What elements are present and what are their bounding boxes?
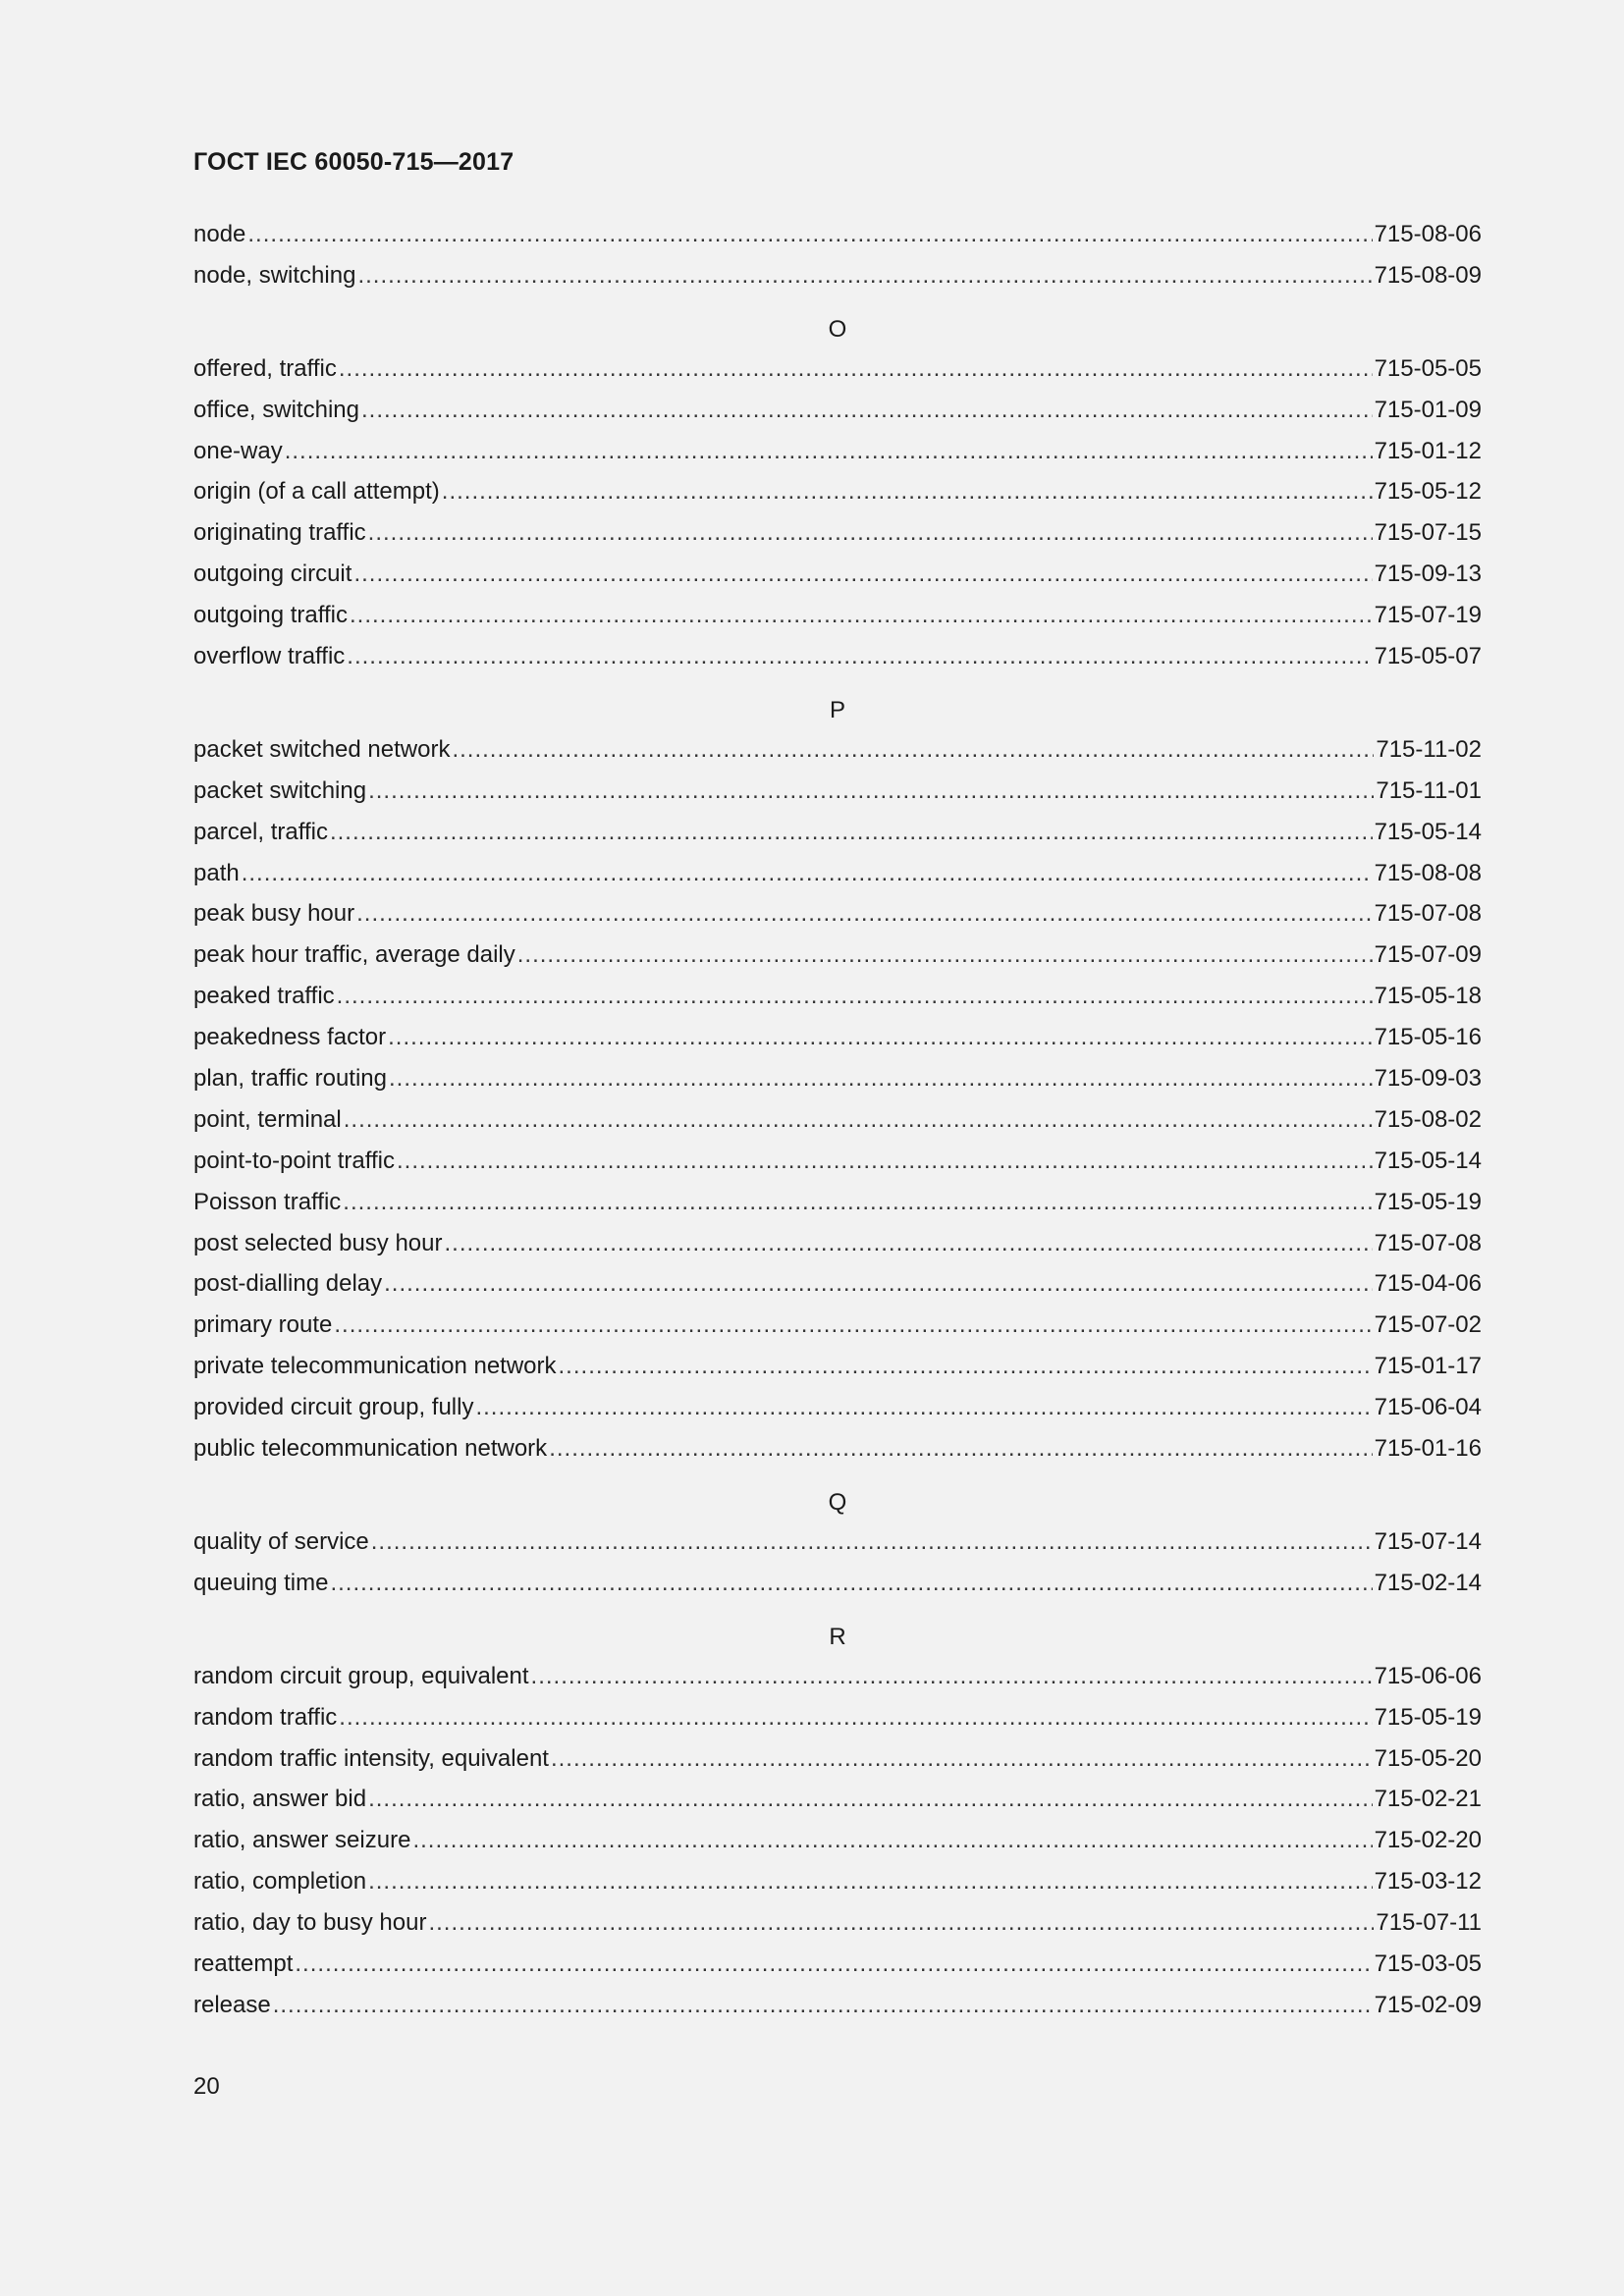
index-term: point, terminal	[193, 1105, 342, 1133]
index-reference-number: 715-02-21	[1374, 1786, 1482, 1813]
index-reference-number: 715-09-13	[1374, 561, 1482, 588]
index-reference-number: 715-06-06	[1374, 1662, 1482, 1689]
index-reference-number: 715-09-03	[1374, 1065, 1482, 1093]
dot-leader	[368, 1868, 1372, 1896]
index-entry	[193, 1148, 1482, 1189]
dot-leader	[330, 819, 1373, 846]
index-reference-number: 715-07-08	[1374, 900, 1482, 928]
dot-leader	[247, 221, 1372, 248]
index-entry	[193, 1745, 1482, 1787]
index-term: outgoing traffic	[193, 602, 348, 629]
index-term: packet switching	[193, 776, 367, 804]
index-entry	[193, 478, 1482, 519]
index-entry	[193, 819, 1482, 860]
index-reference-number: 715-07-14	[1374, 1527, 1482, 1555]
index-term: plan, traffic routing	[193, 1065, 388, 1093]
dot-leader	[295, 1950, 1372, 1978]
page-number: 20	[193, 2073, 220, 2100]
index-reference-number: 715-03-05	[1374, 1949, 1482, 1977]
dot-leader	[371, 1528, 1373, 1556]
index-term: overflow traffic	[193, 643, 346, 670]
index-reference-number: 715-05-14	[1374, 1147, 1482, 1174]
index-term: point-to-point traffic	[193, 1147, 395, 1174]
index-section-letter: Q	[828, 1488, 847, 1516]
dot-leader	[339, 1704, 1372, 1732]
index-entry	[193, 736, 1482, 777]
index-section-letter: P	[829, 696, 845, 723]
index-entry	[193, 221, 1482, 262]
index-term: one-way	[193, 437, 283, 464]
index-reference-number: 715-05-16	[1374, 1024, 1482, 1051]
index-entry	[193, 1909, 1482, 1950]
dot-leader	[384, 1270, 1372, 1298]
dot-leader	[356, 900, 1372, 928]
index-term: outgoing circuit	[193, 561, 352, 588]
index-reference-number: 715-05-20	[1374, 1744, 1482, 1772]
dot-leader	[531, 1663, 1373, 1690]
dot-leader	[368, 777, 1374, 805]
dot-leader	[334, 1311, 1372, 1339]
dot-leader	[397, 1148, 1373, 1175]
index-term: ratio, answer bid	[193, 1786, 367, 1813]
index-entry	[193, 941, 1482, 983]
index-term: public telecommunication network	[193, 1435, 548, 1463]
index-reference-number: 715-05-05	[1374, 354, 1482, 382]
index-reference-number: 715-05-12	[1374, 478, 1482, 506]
index-term: ratio, answer seizure	[193, 1827, 411, 1854]
dot-leader	[285, 438, 1373, 465]
dot-leader	[368, 1786, 1372, 1813]
index-entry	[193, 1570, 1482, 1611]
index-entry	[193, 1394, 1482, 1435]
index-term: post-dialling delay	[193, 1270, 383, 1298]
index-term: parcel, traffic	[193, 818, 328, 845]
index-entry	[193, 643, 1482, 684]
index-term: peak hour traffic, average daily	[193, 941, 515, 969]
index-entry	[193, 1230, 1482, 1271]
index-entry	[193, 1270, 1482, 1311]
index-entry	[193, 1786, 1482, 1827]
dot-leader	[442, 478, 1373, 506]
alphabetical-index	[193, 221, 1482, 2033]
index-entry	[193, 1827, 1482, 1868]
dot-leader	[549, 1435, 1372, 1463]
index-entry	[193, 1065, 1482, 1106]
index-entry	[193, 1704, 1482, 1745]
index-entry	[193, 1311, 1482, 1353]
dot-leader	[388, 1024, 1372, 1051]
index-section-letter: R	[829, 1623, 846, 1650]
index-reference-number: 715-07-19	[1374, 602, 1482, 629]
dot-leader	[445, 1230, 1373, 1257]
index-reference-number: 715-08-02	[1374, 1105, 1482, 1133]
index-reference-number: 715-07-02	[1374, 1311, 1482, 1339]
dot-leader	[357, 262, 1372, 290]
index-reference-number: 715-11-01	[1376, 776, 1482, 804]
index-entry	[193, 1528, 1482, 1570]
index-term: peaked traffic	[193, 983, 335, 1010]
index-entry	[193, 860, 1482, 901]
index-term: random traffic	[193, 1703, 338, 1731]
index-term: post selected busy hour	[193, 1229, 443, 1256]
index-reference-number: 715-01-12	[1374, 437, 1482, 464]
index-entry	[193, 1189, 1482, 1230]
index-term: release	[193, 1991, 271, 2018]
index-term: peak busy hour	[193, 900, 355, 928]
dot-leader	[475, 1394, 1372, 1421]
index-entry	[193, 561, 1482, 602]
index-term: origin (of a call attempt)	[193, 478, 440, 506]
index-term: path	[193, 859, 240, 886]
index-term: peakedness factor	[193, 1024, 387, 1051]
index-entry	[193, 438, 1482, 479]
index-term: reattempt	[193, 1949, 294, 1977]
dot-leader	[339, 355, 1373, 383]
index-entry	[193, 1024, 1482, 1065]
index-reference-number: 715-05-19	[1374, 1188, 1482, 1215]
index-reference-number: 715-05-14	[1374, 818, 1482, 845]
dot-leader	[242, 860, 1373, 887]
dot-leader	[452, 736, 1374, 764]
index-reference-number: 715-05-07	[1374, 643, 1482, 670]
index-term: random traffic intensity, equivalent	[193, 1744, 549, 1772]
index-entry	[193, 262, 1482, 303]
index-term: packet switched network	[193, 735, 451, 763]
index-entry	[193, 777, 1482, 819]
dot-leader	[353, 561, 1372, 588]
dot-leader	[350, 602, 1373, 629]
dot-leader	[330, 1570, 1372, 1597]
index-term: node, switching	[193, 261, 356, 289]
index-reference-number: 715-04-06	[1374, 1270, 1482, 1298]
index-term: office, switching	[193, 396, 359, 423]
index-term: private telecommunication network	[193, 1353, 557, 1380]
index-term: Poisson traffic	[193, 1188, 342, 1215]
index-reference-number: 715-01-16	[1374, 1435, 1482, 1463]
index-reference-number: 715-08-09	[1374, 261, 1482, 289]
dot-leader	[428, 1909, 1374, 1937]
index-term: originating traffic	[193, 519, 366, 547]
dot-leader	[361, 397, 1373, 424]
index-reference-number: 715-05-19	[1374, 1703, 1482, 1731]
index-entry	[193, 1435, 1482, 1476]
index-term: offered, traffic	[193, 354, 337, 382]
index-term: quality of service	[193, 1527, 369, 1555]
index-entry	[193, 900, 1482, 941]
index-reference-number: 715-01-17	[1374, 1353, 1482, 1380]
dot-leader	[368, 519, 1373, 547]
index-entry	[193, 1868, 1482, 1909]
dot-leader	[344, 1106, 1373, 1134]
index-section-letter: O	[828, 315, 847, 343]
index-reference-number: 715-05-18	[1374, 983, 1482, 1010]
index-entry	[193, 355, 1482, 397]
dot-leader	[273, 1992, 1373, 2019]
index-term: ratio, completion	[193, 1868, 367, 1896]
index-entry	[193, 1950, 1482, 1992]
index-entry	[193, 1106, 1482, 1148]
index-entry	[193, 1992, 1482, 2033]
index-reference-number: 715-01-09	[1374, 396, 1482, 423]
dot-leader	[517, 941, 1373, 969]
index-reference-number: 715-03-12	[1374, 1868, 1482, 1896]
index-entry	[193, 397, 1482, 438]
dot-leader	[559, 1353, 1373, 1380]
index-term: primary route	[193, 1311, 333, 1339]
index-reference-number: 715-07-09	[1374, 941, 1482, 969]
index-reference-number: 715-11-02	[1376, 735, 1482, 763]
dot-leader	[343, 1189, 1372, 1216]
index-reference-number: 715-06-04	[1374, 1394, 1482, 1421]
index-reference-number: 715-08-08	[1374, 859, 1482, 886]
index-reference-number: 715-02-14	[1374, 1569, 1482, 1596]
index-entry	[193, 1663, 1482, 1704]
dot-leader	[412, 1827, 1372, 1854]
index-reference-number: 715-02-20	[1374, 1827, 1482, 1854]
dot-leader	[551, 1745, 1373, 1773]
index-reference-number: 715-08-06	[1374, 221, 1482, 247]
index-entry	[193, 519, 1482, 561]
index-term: ratio, day to busy hour	[193, 1909, 427, 1937]
dot-leader	[389, 1065, 1373, 1093]
dot-leader	[347, 643, 1372, 670]
index-entry	[193, 983, 1482, 1024]
index-term: queuing time	[193, 1569, 329, 1596]
index-term: node	[193, 221, 246, 247]
document-header-title: ГОСТ IEC 60050-715—2017	[193, 148, 514, 176]
index-term: random circuit group, equivalent	[193, 1662, 529, 1689]
index-entry	[193, 1353, 1482, 1394]
index-reference-number: 715-07-08	[1374, 1229, 1482, 1256]
index-reference-number: 715-07-11	[1376, 1909, 1482, 1937]
index-reference-number: 715-07-15	[1374, 519, 1482, 547]
index-reference-number: 715-02-09	[1374, 1991, 1482, 2018]
dot-leader	[337, 983, 1373, 1010]
index-term: provided circuit group, fully	[193, 1394, 474, 1421]
index-entry	[193, 602, 1482, 643]
